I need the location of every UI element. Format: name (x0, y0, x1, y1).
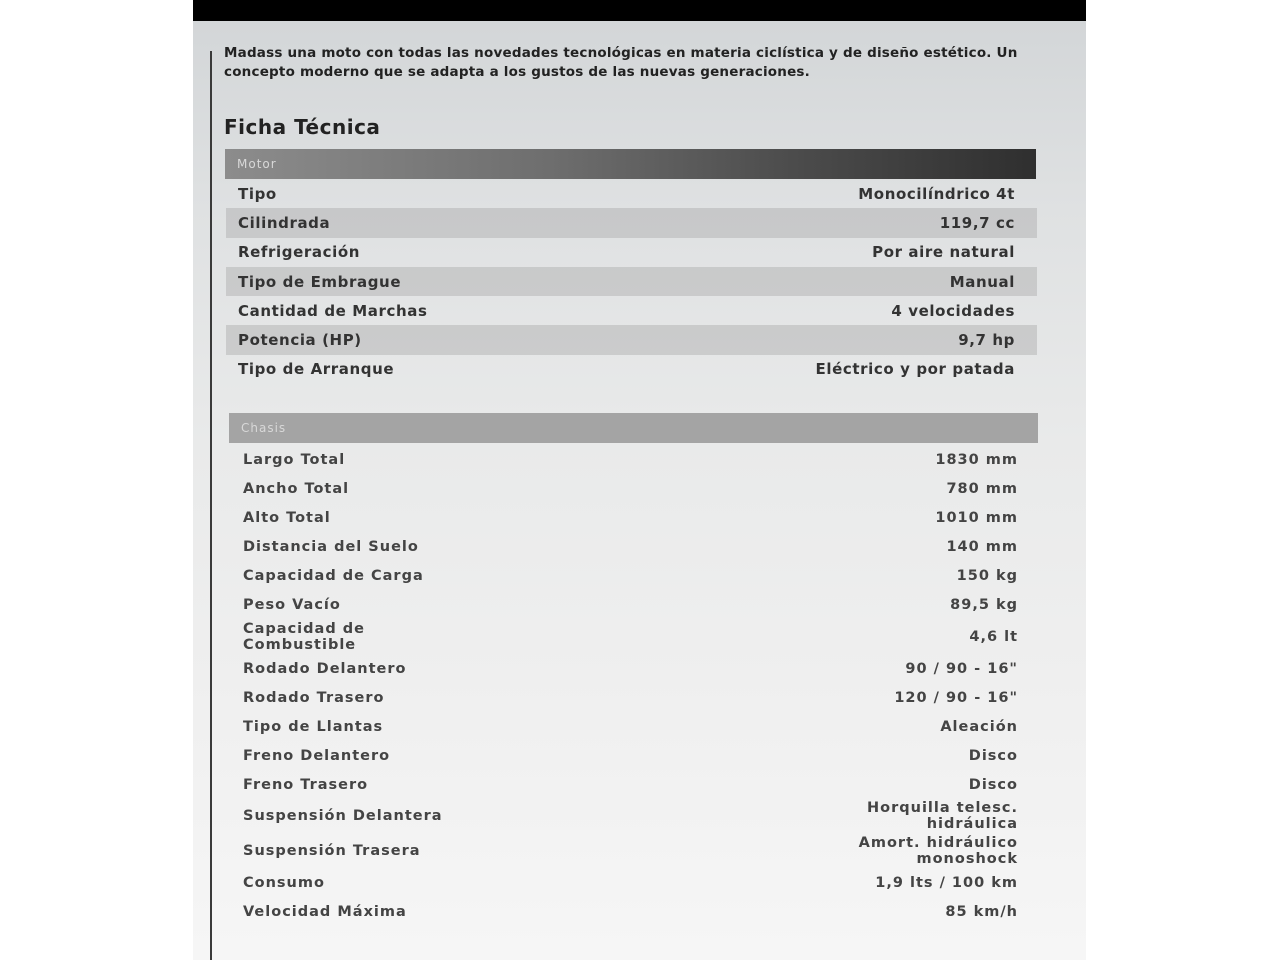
motor-header: Motor (225, 149, 1036, 179)
spec-value (859, 835, 1018, 867)
section-title: Ficha Técnica (224, 115, 381, 139)
spec-label (243, 621, 365, 653)
spec-label-line: Capacidad de (243, 620, 365, 637)
spec-row-capacidad-carga (231, 561, 1040, 590)
spec-value: 4,6 lt (969, 628, 1018, 645)
spec-row-freno-trasero (231, 770, 1040, 799)
chasis-table (231, 445, 1040, 926)
spec-value: 9,7 hp (958, 331, 1015, 350)
spec-label: Ancho Total (243, 480, 350, 497)
spec-value: Monocilíndrico 4t (858, 184, 1015, 203)
spec-value: 780 mm (946, 480, 1018, 497)
spec-row-marchas (226, 296, 1037, 325)
spec-label: Cilindrada (238, 213, 331, 232)
spec-row-potencia (226, 325, 1037, 354)
spec-row-distancia-suelo (231, 532, 1040, 561)
spec-row-alto (231, 503, 1040, 532)
spec-row-peso-vacio (231, 590, 1040, 619)
spec-value: Disco (968, 747, 1018, 764)
spec-value: 4 velocidades (891, 301, 1015, 320)
spec-row-embrague (226, 267, 1037, 296)
spec-label: Freno Delantero (243, 747, 391, 764)
spec-row-velocidad-maxima (231, 897, 1040, 926)
spec-row-tipo-llantas (231, 712, 1040, 741)
spec-label-line: Combustible (243, 636, 357, 653)
spec-value: 140 mm (946, 538, 1018, 555)
spec-row-tipo (226, 179, 1037, 208)
spec-label: Cantidad de Marchas (238, 301, 428, 320)
motor-table (226, 179, 1037, 384)
spec-label: Freno Trasero (243, 776, 369, 793)
spec-label: Peso Vacío (243, 596, 341, 613)
spec-row-combustible (231, 619, 1040, 654)
spec-value-line: monoshock (916, 850, 1018, 867)
spec-label: Consumo (243, 874, 325, 891)
spec-label: Rodado Trasero (243, 689, 385, 706)
spec-value (867, 800, 1018, 832)
spec-row-suspension-delantera (231, 799, 1040, 833)
spec-value: 89,5 kg (950, 596, 1018, 613)
spec-row-rodado-trasero (231, 683, 1040, 712)
spec-row-consumo (231, 868, 1040, 897)
spec-row-ancho (231, 474, 1040, 503)
spec-label: Suspensión Trasera (243, 842, 421, 859)
chasis-header: Chasis (229, 413, 1038, 443)
spec-row-rodado-delantero (231, 654, 1040, 683)
spec-row-arranque (226, 355, 1037, 384)
spec-label: Velocidad Máxima (243, 903, 407, 920)
spec-value: 90 / 90 - 16" (905, 660, 1018, 677)
spec-value: Eléctrico y por patada (815, 360, 1015, 379)
spec-label: Tipo de Embrague (238, 272, 402, 291)
spec-label: Refrigeración (238, 243, 361, 262)
spec-value: 119,7 cc (939, 213, 1015, 232)
spec-label: Distancia del Suelo (243, 538, 419, 555)
intro-paragraph: Madass una moto con todas las novedades tecnológicas en materia ciclística y de diseño estético. Un concepto moderno que se adapta a los gustos de las nuevas generaciones. (224, 45, 1018, 80)
spec-label: Largo Total (243, 451, 346, 468)
spec-label: Capacidad de Carga (243, 567, 424, 584)
spec-value: Disco (968, 776, 1018, 793)
spec-value-line: hidráulica (926, 816, 1018, 832)
spec-row-suspension-trasera (231, 833, 1040, 868)
spec-page (193, 21, 1086, 960)
spec-row-cilindrada (226, 208, 1037, 237)
spec-value: Manual (949, 272, 1015, 291)
spec-row-freno-delantero (231, 741, 1040, 770)
spec-value: 1,9 lts / 100 km (875, 874, 1018, 891)
spec-value: 150 kg (956, 567, 1018, 584)
spec-label: Tipo (238, 184, 277, 203)
spec-label: Rodado Delantero (243, 660, 407, 677)
spec-value: 120 / 90 - 16" (894, 689, 1018, 706)
spec-value-line: Amort. hidráulico (858, 834, 1018, 851)
left-border-line (210, 51, 212, 960)
spec-row-largo (231, 445, 1040, 474)
spec-label: Tipo de Arranque (238, 360, 395, 379)
spec-label: Suspensión Delantera (243, 808, 443, 824)
spec-value: Aleación (940, 718, 1018, 735)
spec-value: 85 km/h (945, 903, 1018, 920)
spec-label: Potencia (HP) (238, 331, 362, 350)
top-black-bar (193, 0, 1086, 21)
spec-value: 1830 mm (935, 451, 1018, 468)
spec-row-refrigeracion (226, 238, 1037, 267)
spec-label: Tipo de Llantas (243, 718, 384, 735)
spec-value: Por aire natural (872, 243, 1015, 262)
spec-value: 1010 mm (935, 509, 1018, 526)
spec-value-line: Horquilla telesc. (867, 800, 1018, 816)
spec-label: Alto Total (243, 509, 331, 526)
